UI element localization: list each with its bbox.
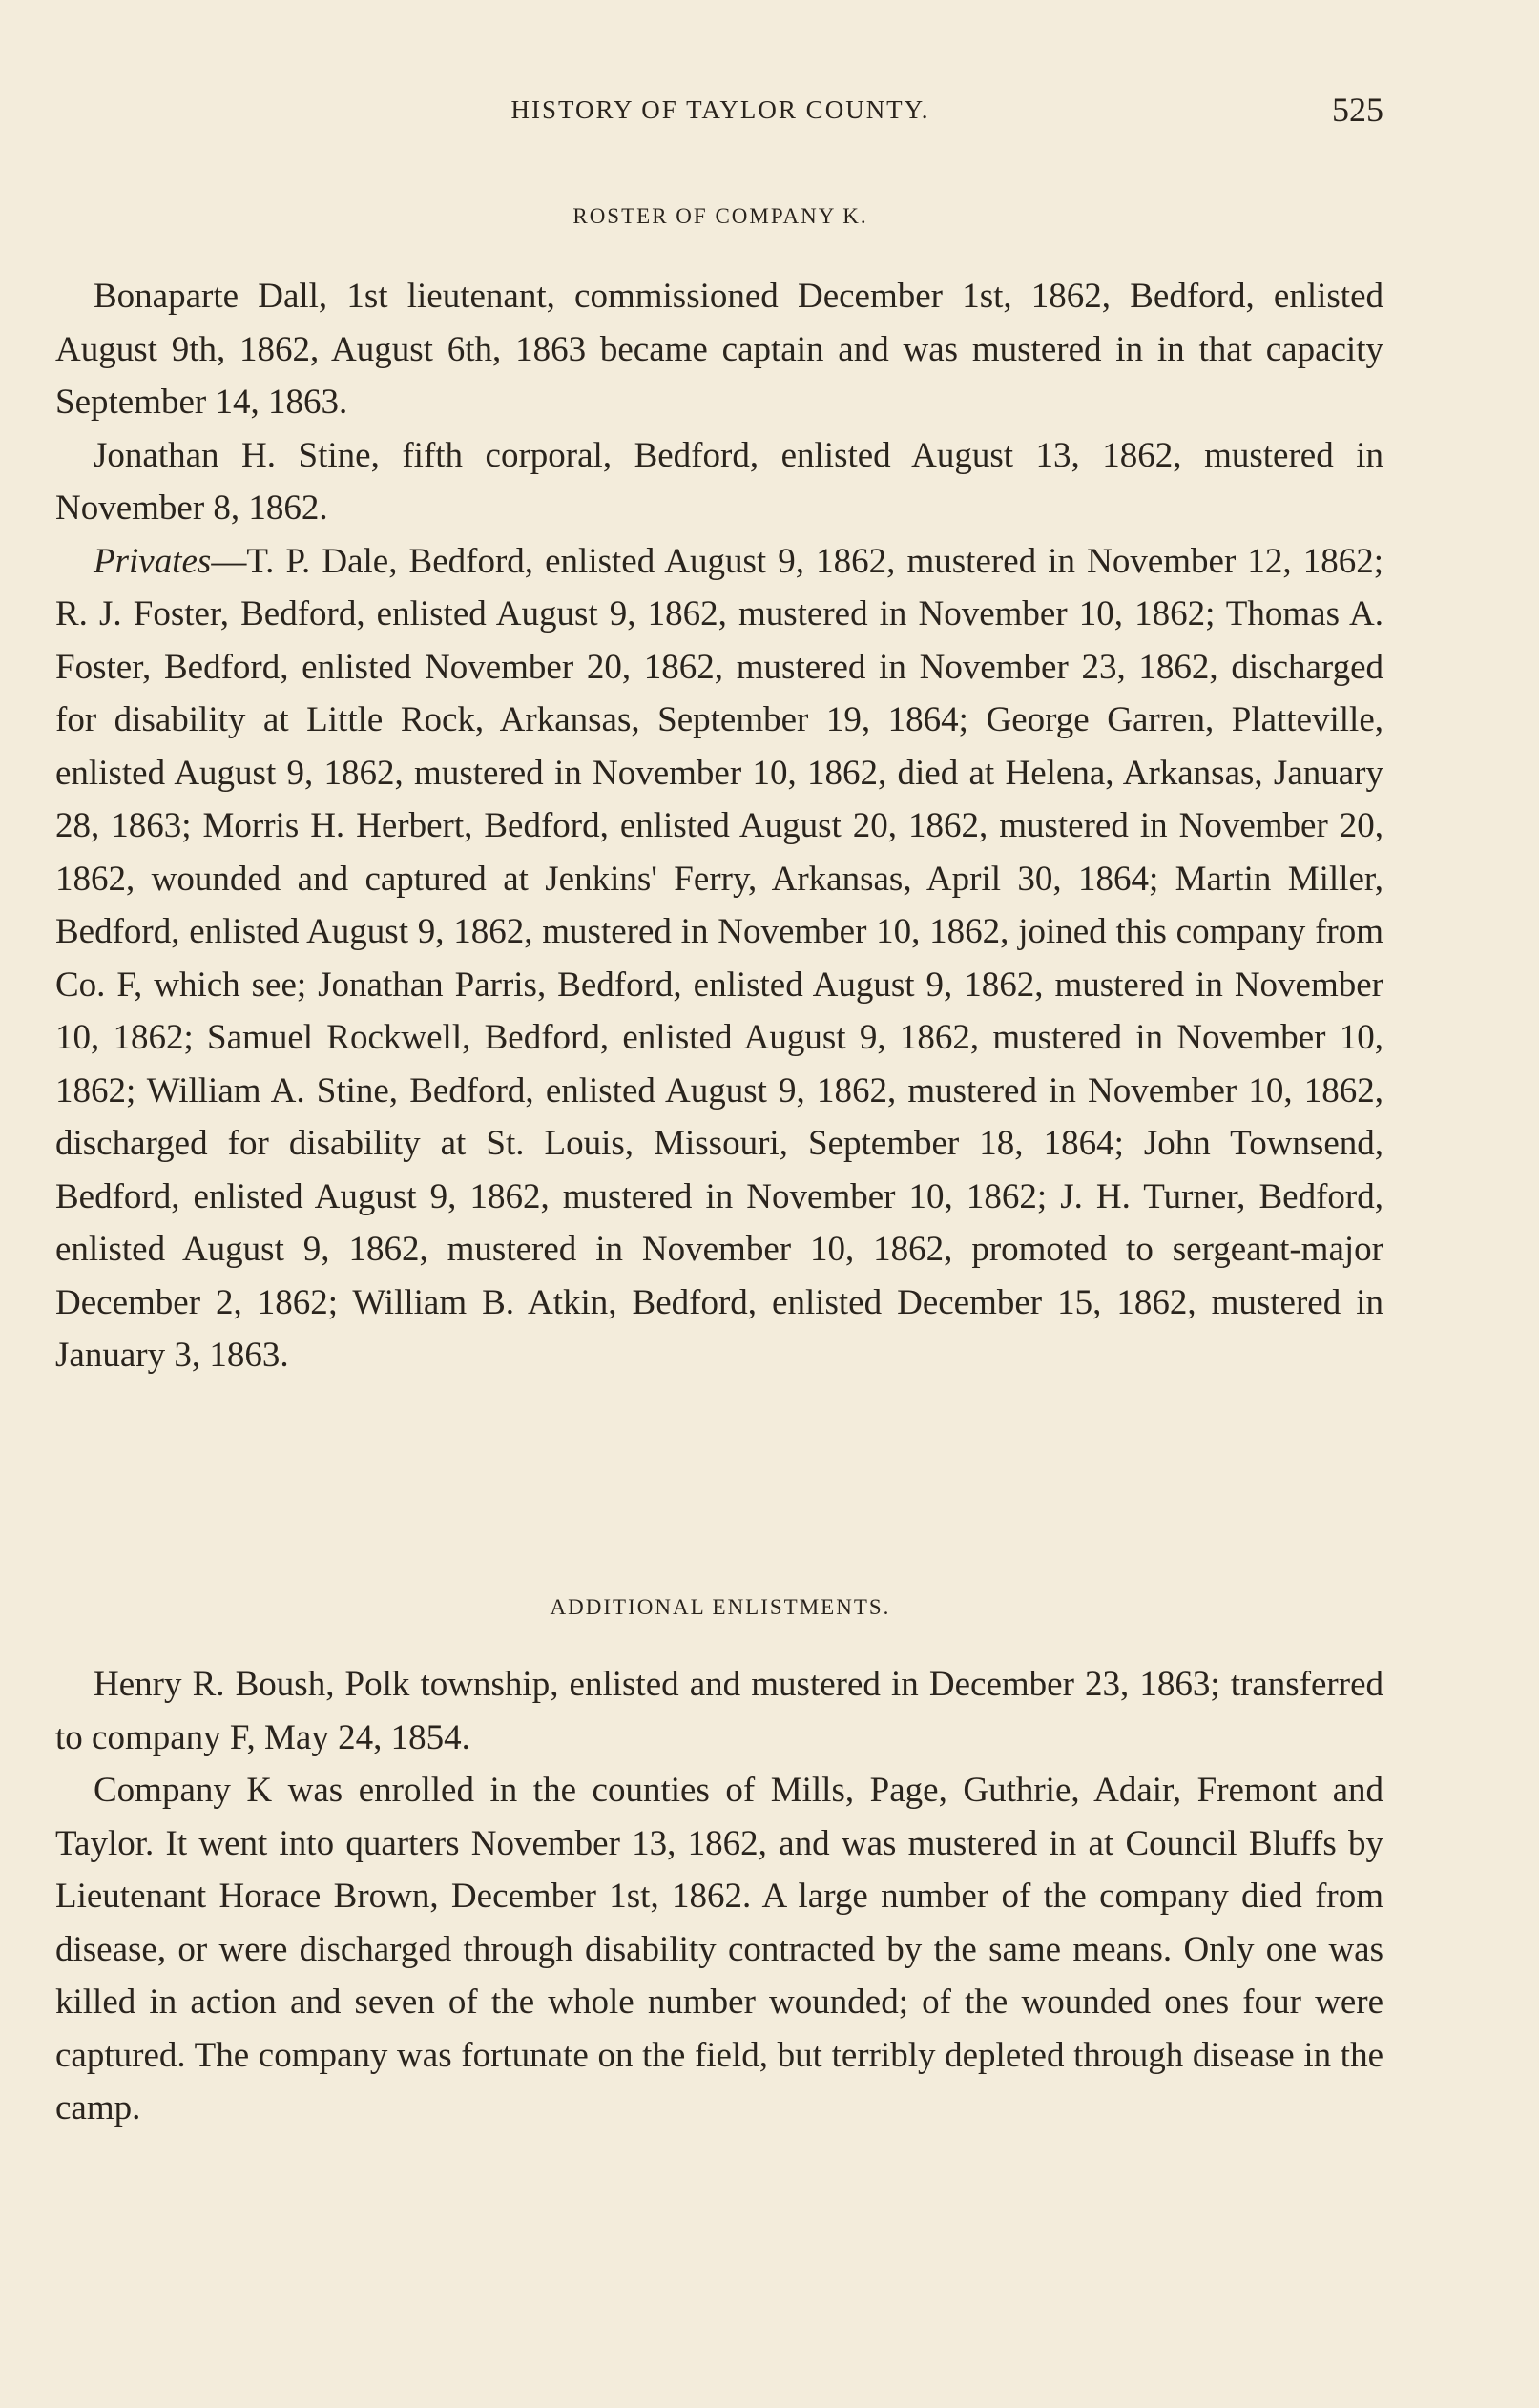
additional-paragraph-company-summary: Company K was enrolled in the counties of Mills, Page, Guthrie, Adair, Fremont and Taylor. It went into quarters November 13, 1862, and was mustered in at Council Bluffs by Lieutenant Horace Brown, December 1st, 1862. A large number of the company died from disease, or were discharged through disability contracted by the same means. Only one was killed in action and seven of the whole number wounded; of the wounded ones four were captured. The company was fortunate on the field, but terribly depleted through disease in the camp.: [55, 1771, 1383, 2128]
running-title: HISTORY OF TAYLOR COUNTY.: [510, 95, 930, 124]
additional-section: [55, 1658, 1383, 2135]
running-head: [57, 93, 1383, 132]
roster-section: [55, 270, 1383, 1382]
additional-enlistments-heading: ADDITIONAL ENLISTMENTS.: [550, 1595, 891, 1619]
privates-label: Privates: [94, 541, 212, 581]
page-number: 525: [1332, 91, 1383, 129]
roster-paragraph-corporal: Jonathan H. Stine, fifth corporal, Bedford, enlisted August 13, 1862, mustered in November 8, 1862.: [55, 435, 1383, 528]
roster-paragraph-privates: [55, 535, 1383, 1382]
roster-paragraph-lieutenant: Bonaparte Dall, 1st lieutenant, commissioned December 1st, 1862, Bedford, enlisted August 9th, 1862, August 6th, 1863 became captain and was mustered in in that capacity September 14, 1863.: [55, 277, 1383, 422]
roster-heading: ROSTER OF COMPANY K.: [572, 204, 868, 228]
additional-paragraph-boush: Henry R. Boush, Polk township, enlisted and mustered in December 23, 1863; transferred to company F, May 24, 1854.: [55, 1665, 1383, 1757]
privates-list: —T. P. Dale, Bedford, enlisted August 9, 1862, mustered in November 12, 1862; R. J. Foster, Bedford, enlisted August 9, 1862, mustered in November 10, 1862; Thomas A. Foster, Bedford, enlisted November 20, 1862, mustered in November 23, 1862, discharged for disability at Little Rock, Arkansas, September 19, 1864; George Garren, Platteville, enlisted August 9, 1862, mustered in November 10, 1862, died at Helena, Arkansas, January 28, 1863; Morris H. Herbert, Bedford, enlisted August 20, 1862, mustered in November 20, 1862, wounded and captured at Jenkins' Ferry, Arkansas, April 30, 1864; Martin Miller, Bedford, enlisted August 9, 1862, mustered in November 10, 1862, joined this company from Co. F, which see; Jonathan Parris, Bedford, enlisted August 9, 1862, mustered in November 10, 1862; Samuel Rockwell, Bedford, enlisted August 9, 1862, mustered in November 10, 1862; William A. Stine, Bedford, enlisted August 9, 1862, mustered in November 10, 1862, discharged for disability at St. Louis, Missouri, September 18, 1864; John Townsend, Bedford, enlisted August 9, 1862, mustered in November 10, 1862; J. H. Turner, Bedford, enlisted August 9, 1862, mustered in November 10, 1862, promoted to sergeant-major December 2, 1862; William B. Atkin, Bedford, enlisted December 15, 1862, mustered in January 3, 1863.: [55, 541, 1383, 1375]
